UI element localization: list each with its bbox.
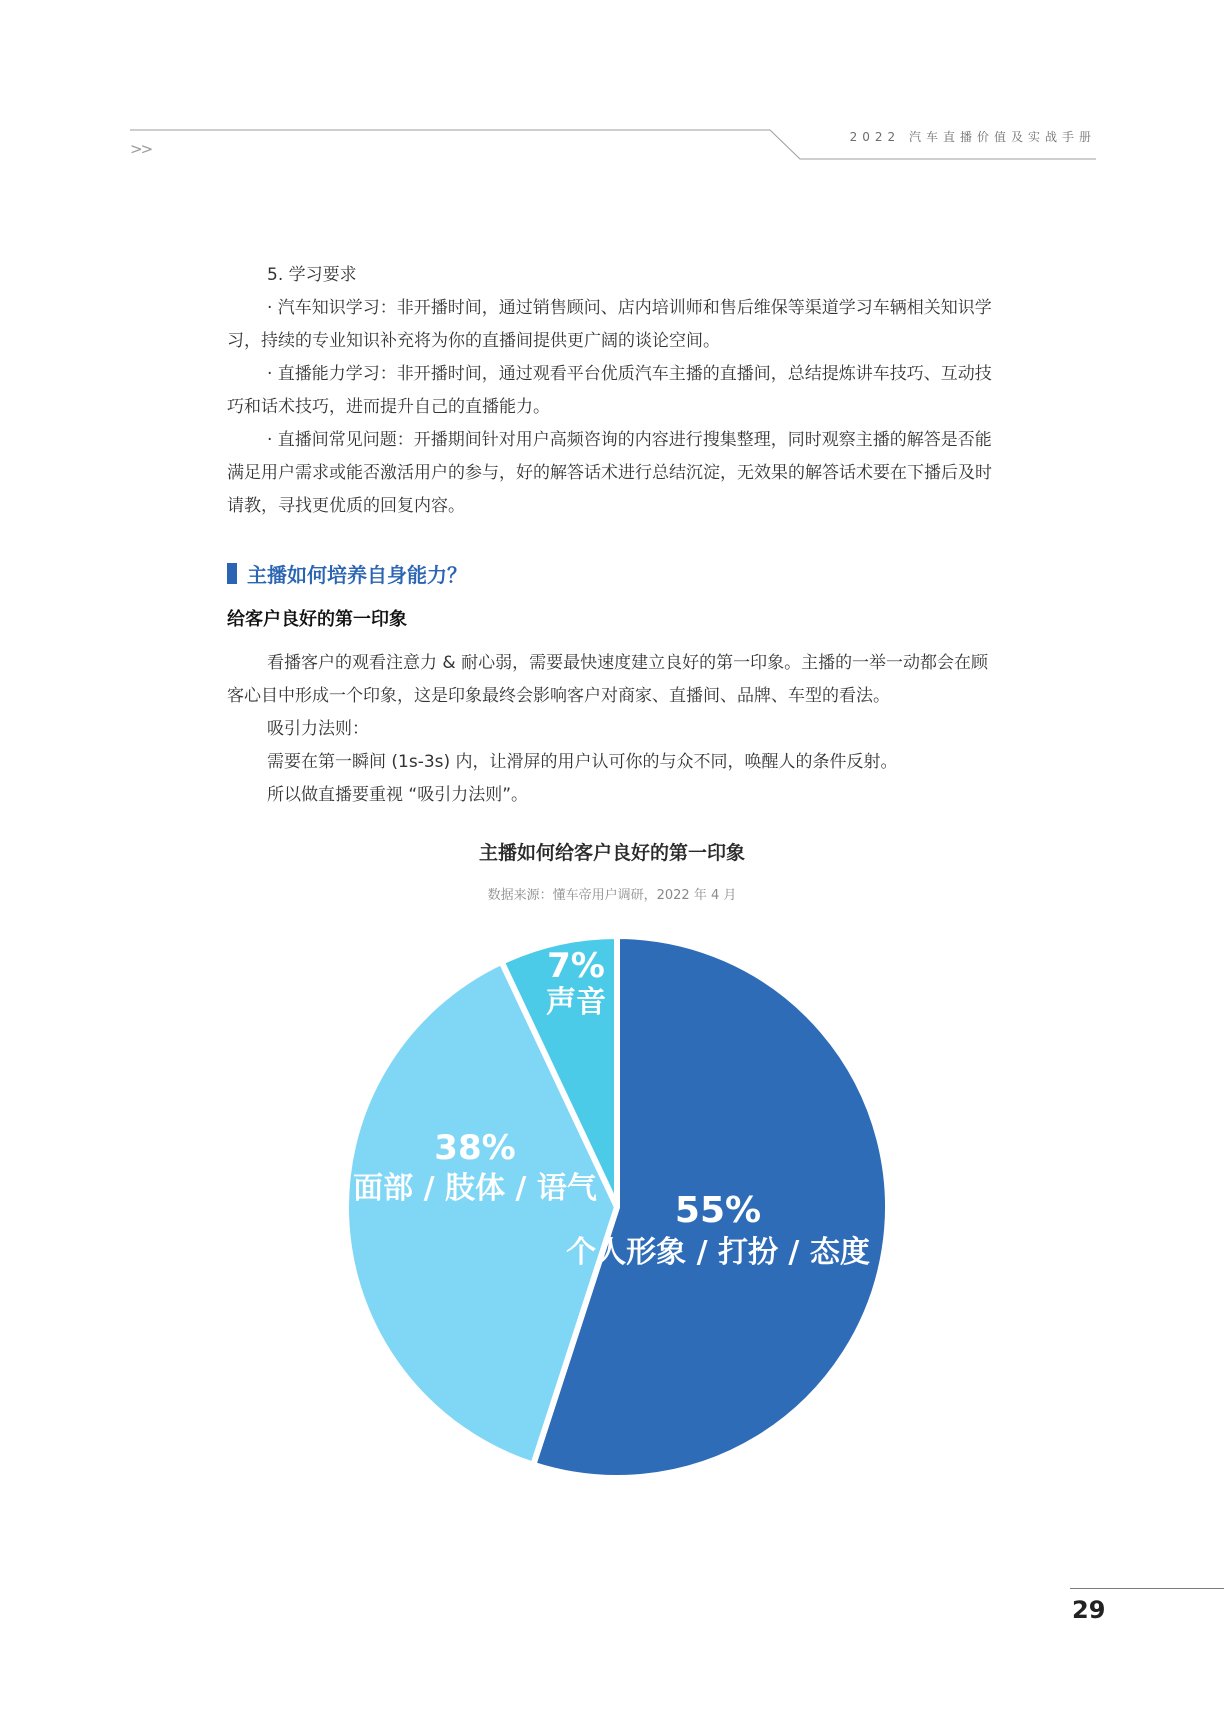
footer-rule (1070, 1588, 1224, 1589)
paragraph-live-skills: · 直播能力学习：非开播时间，通过观看平台优质汽车主播的直播间，总结提炼讲车技巧、互动技巧和话术技巧，进而提升自己的直播能力。 (227, 364, 992, 417)
section5-title: 5. 学习要求 (267, 265, 357, 285)
slice-category-label: 个人形象 / 打扮 / 态度 (566, 1235, 870, 1270)
paragraph-attraction-law: 吸引力法则： (267, 719, 369, 739)
slice-value-label: 55% (674, 1190, 762, 1231)
header-chevron-icon: >> (130, 140, 152, 158)
paragraph-attention: 看播客户的观看注意力 & 耐心弱，需要最快速度建立良好的第一印象。主播的一举一动都会在顾客心目中形成一个印象，这是印象最终会影响客户对商家、直播间、品牌、车型的看法。 (227, 653, 989, 706)
chart-title: 主播如何给客户良好的第一印象 (478, 842, 745, 864)
running-header-title: 2022 汽车直播价值及实战手册 (849, 130, 1096, 144)
slice-category-label: 声音 (546, 985, 606, 1020)
paragraph-car-knowledge: · 汽车知识学习：非开播时间，通过销售顾问、店内培训师和售后维保等渠道学习车辆相关知识学习，持续的专业知识补充将为你的直播间提供更广阔的谈论空间。 (227, 298, 992, 351)
subheading: 给客户良好的第一印象 (227, 609, 407, 630)
paragraph-faq: · 直播间常见问题：开播期间针对用户高频咨询的内容进行搜集整理，同时观察主播的解答是否能满足用户需求或能否激活用户的参与，好的解答话术进行总结沉淀，无效果的解答话术要在下播后及时请教，寻找更优质的回复内容。 (227, 430, 992, 516)
slice-category-label: 面部 / 肢体 / 语气 (353, 1171, 597, 1206)
slice-value-label: 7% (547, 946, 605, 986)
chart-source: 数据来源：懂车帝用户调研，2022 年 4 月 (487, 888, 737, 903)
paragraph-conclusion: 所以做直播要重视 “吸引力法则”。 (267, 785, 529, 805)
slice-value-label: 38% (434, 1128, 516, 1168)
section-heading-text: 主播如何培养自身能力？ (247, 563, 467, 587)
paragraph-first-moment: 需要在第一瞬间 (1s-3s) 内，让滑屏的用户认可你的与众不同，唤醒人的条件反射。 (267, 752, 898, 772)
page-number: 29 (1072, 1596, 1106, 1624)
